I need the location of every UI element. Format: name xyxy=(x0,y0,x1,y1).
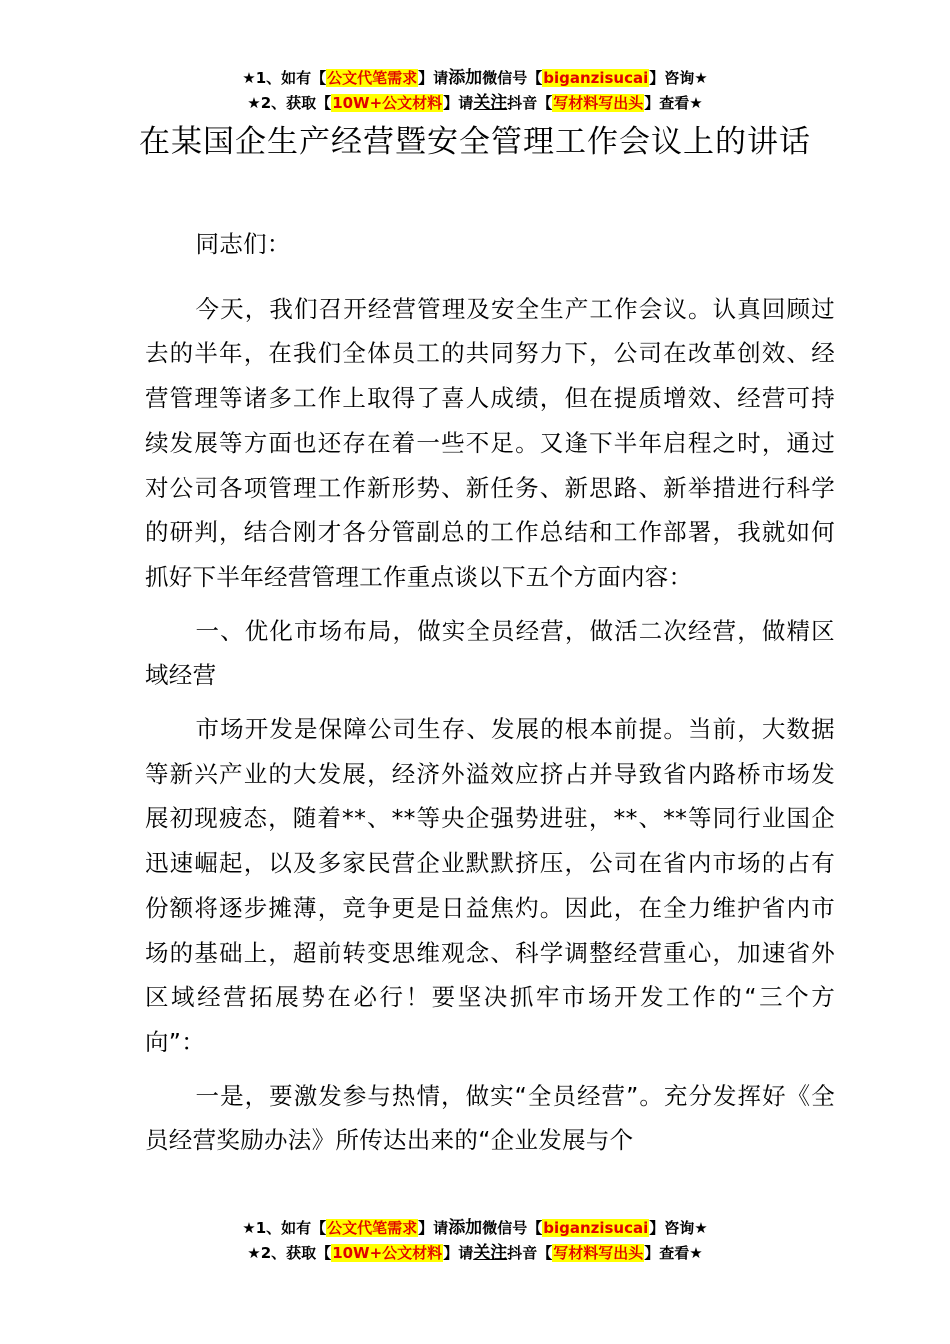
banner-line-2 xyxy=(0,91,950,116)
banner-text: 微信号【 xyxy=(482,69,543,87)
banner-text: 】请 xyxy=(418,1219,449,1237)
header-banner xyxy=(0,66,950,116)
banner-emphasis: 添加 xyxy=(448,68,483,88)
banner-emphasis: 关注 xyxy=(473,93,508,113)
paragraph: 今天，我们召开经营管理及安全生产工作会议。认真回顾过去的半年，在我们全体员工的共同努力下，公司在改革创效、经营管理等诸多工作上取得了喜人成绩，但在提质增效、经营可持续发展等方面也还存在着一些不足。又逢下半年启程之时，通过对公司各项管理工作新形势、新任务、新思路、新举措进行科学的研判，结合刚才各分管副总的工作总结和工作部署，我就如何抓好下半年经营管理工作重点谈以下五个方面内容： xyxy=(145,294,835,591)
banner-text: 】咨询★ xyxy=(649,1219,708,1237)
banner-text: ★2、获取【 xyxy=(247,1244,332,1262)
banner-wechat-id: biganzisucai xyxy=(543,69,649,87)
banner-text: ★2、获取【 xyxy=(247,94,332,112)
footer-banner xyxy=(0,1216,950,1266)
section-heading: 一、优化市场布局，做实全员经营，做活二次经营，做精区域经营 xyxy=(145,616,835,690)
banner-line-1 xyxy=(0,66,950,91)
banner-text: 微信号【 xyxy=(482,1219,543,1237)
banner-line-2 xyxy=(0,1241,950,1266)
banner-emphasis: 添加 xyxy=(448,1218,483,1238)
banner-highlight: 10W+公文材料 xyxy=(332,94,443,112)
banner-text: 抖音【 xyxy=(507,94,553,112)
banner-text: 】咨询★ xyxy=(649,69,708,87)
banner-text: 】查看★ xyxy=(644,1244,703,1262)
banner-text: 】请 xyxy=(418,69,449,87)
banner-text: 抖音【 xyxy=(507,1244,553,1262)
banner-emphasis: 关注 xyxy=(473,1243,508,1263)
banner-douyin-id: 写材料写出头 xyxy=(553,94,644,112)
paragraph: 一是，要激发参与热情，做实“全员经营”。充分发挥好《全员经营奖励办法》所传达出来的“企业发展与个 xyxy=(145,1081,835,1155)
banner-text: ★1、如有【 xyxy=(242,69,327,87)
banner-text: 】查看★ xyxy=(644,94,703,112)
banner-highlight: 公文代笔需求 xyxy=(327,1219,418,1237)
banner-text: ★1、如有【 xyxy=(242,1219,327,1237)
page-title: 在某国企生产经营暨安全管理工作会议上的讲话 xyxy=(139,124,811,160)
banner-text: 】请 xyxy=(443,1244,474,1262)
banner-highlight: 10W+公文材料 xyxy=(332,1244,443,1262)
greeting: 同志们： xyxy=(195,230,291,258)
banner-highlight: 公文代笔需求 xyxy=(327,69,418,87)
banner-douyin-id: 写材料写出头 xyxy=(553,1244,644,1262)
banner-line-1 xyxy=(0,1216,950,1241)
document-body xyxy=(145,222,835,1172)
banner-text: 】请 xyxy=(443,94,474,112)
paragraph: 市场开发是保障公司生存、发展的根本前提。当前，大数据等新兴产业的大发展，经济外溢效应挤占并导致省内路桥市场发展初现疲态，随着**、**等央企强势进驻，**、**等同行业国企迅速崛起，以及多家民营企业默默挤压，公司在省内市场的占有份额将逐步摊薄，竞争更是日益焦灼。因此，在全力维护省内市场的基础上，超前转变思维观念、科学调整经营重心，加速省外区域经营拓展势在必行！要坚决抓牢市场开发工作的“三个方向”： xyxy=(145,715,835,1056)
banner-wechat-id: biganzisucai xyxy=(543,1219,649,1237)
